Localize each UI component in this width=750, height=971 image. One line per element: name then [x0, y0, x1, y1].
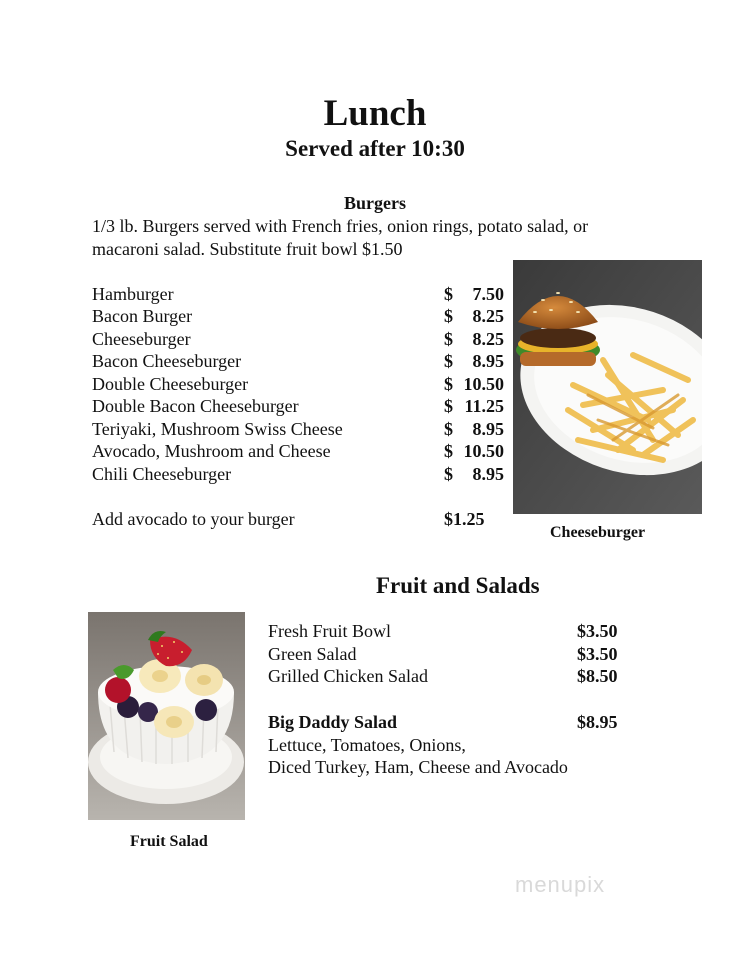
menu-item: Hamburger $ 7.50	[92, 284, 504, 304]
menu-item	[268, 643, 618, 665]
fruit-salad-photo	[88, 612, 245, 820]
fruit-salad-caption: Fruit Salad	[130, 833, 208, 850]
item-price: $3.50	[577, 644, 618, 664]
menu-item: Bacon Burger $ 8.25	[92, 306, 504, 326]
menu-item: Cheeseburger $ 8.25	[92, 329, 504, 349]
item-name: Hamburger	[92, 284, 174, 304]
item-name: Bacon Cheeseburger	[92, 351, 242, 371]
item-name: Double Cheeseburger	[92, 374, 249, 394]
burgers-heading: Burgers	[344, 193, 406, 213]
menu-item	[268, 620, 618, 642]
item-name: Avocado, Mushroom and Cheese	[92, 441, 331, 461]
special-description-line: Diced Turkey, Ham, Cheese and Avocado	[268, 757, 568, 777]
item-name: Green Salad	[268, 644, 357, 664]
special-price: $8.95	[577, 712, 618, 732]
addon-item	[92, 508, 485, 530]
special-name: Big Daddy Salad	[268, 712, 398, 732]
menu-item: Double Cheeseburger $ 10.50	[92, 374, 504, 394]
item-name: Double Bacon Cheeseburger	[92, 396, 299, 416]
item-name: Fresh Fruit Bowl	[268, 621, 392, 641]
special-description-line: Lettuce, Tomatoes, Onions,	[268, 735, 466, 755]
item-name: Teriyaki, Mushroom Swiss Cheese	[92, 419, 343, 439]
item-name: Bacon Burger	[92, 306, 193, 326]
menu-item: Teriyaki, Mushroom Swiss Cheese $ 8.95	[92, 419, 504, 439]
burgers-description: 1/3 lb. Burgers served with French fries, onion rings, potato salad, or macaroni salad. Substitute fruit bowl $1.50	[92, 216, 589, 259]
page-title: Lunch	[323, 93, 427, 134]
page-subtitle: Served after 10:30	[285, 136, 465, 161]
item-name: Cheeseburger	[92, 329, 191, 349]
item-price: $8.50	[577, 666, 618, 686]
cheeseburger-illustration	[513, 260, 702, 514]
menu-item: Double Bacon Cheeseburger $ 11.25	[92, 396, 504, 416]
menu-item	[268, 665, 618, 687]
watermark-logo: menupix	[515, 872, 606, 897]
special-item	[268, 711, 618, 733]
menu-item: Bacon Cheeseburger $ 8.95	[92, 351, 504, 371]
cheeseburger-caption: Cheeseburger	[550, 524, 646, 541]
item-name: Grilled Chicken Salad	[268, 666, 428, 686]
cheeseburger-photo	[513, 260, 702, 514]
salads-heading: Fruit and Salads	[376, 573, 540, 598]
item-name: Chili Cheeseburger	[92, 464, 232, 484]
menu-item: Chili Cheeseburger $ 8.95	[92, 464, 504, 484]
addon-price: $1.25	[444, 509, 485, 529]
menu-item: Avocado, Mushroom and Cheese $ 10.50	[92, 441, 504, 461]
addon-name: Add avocado to your burger	[92, 509, 295, 529]
item-price: $3.50	[577, 621, 618, 641]
fruit-salad-illustration	[88, 612, 245, 820]
